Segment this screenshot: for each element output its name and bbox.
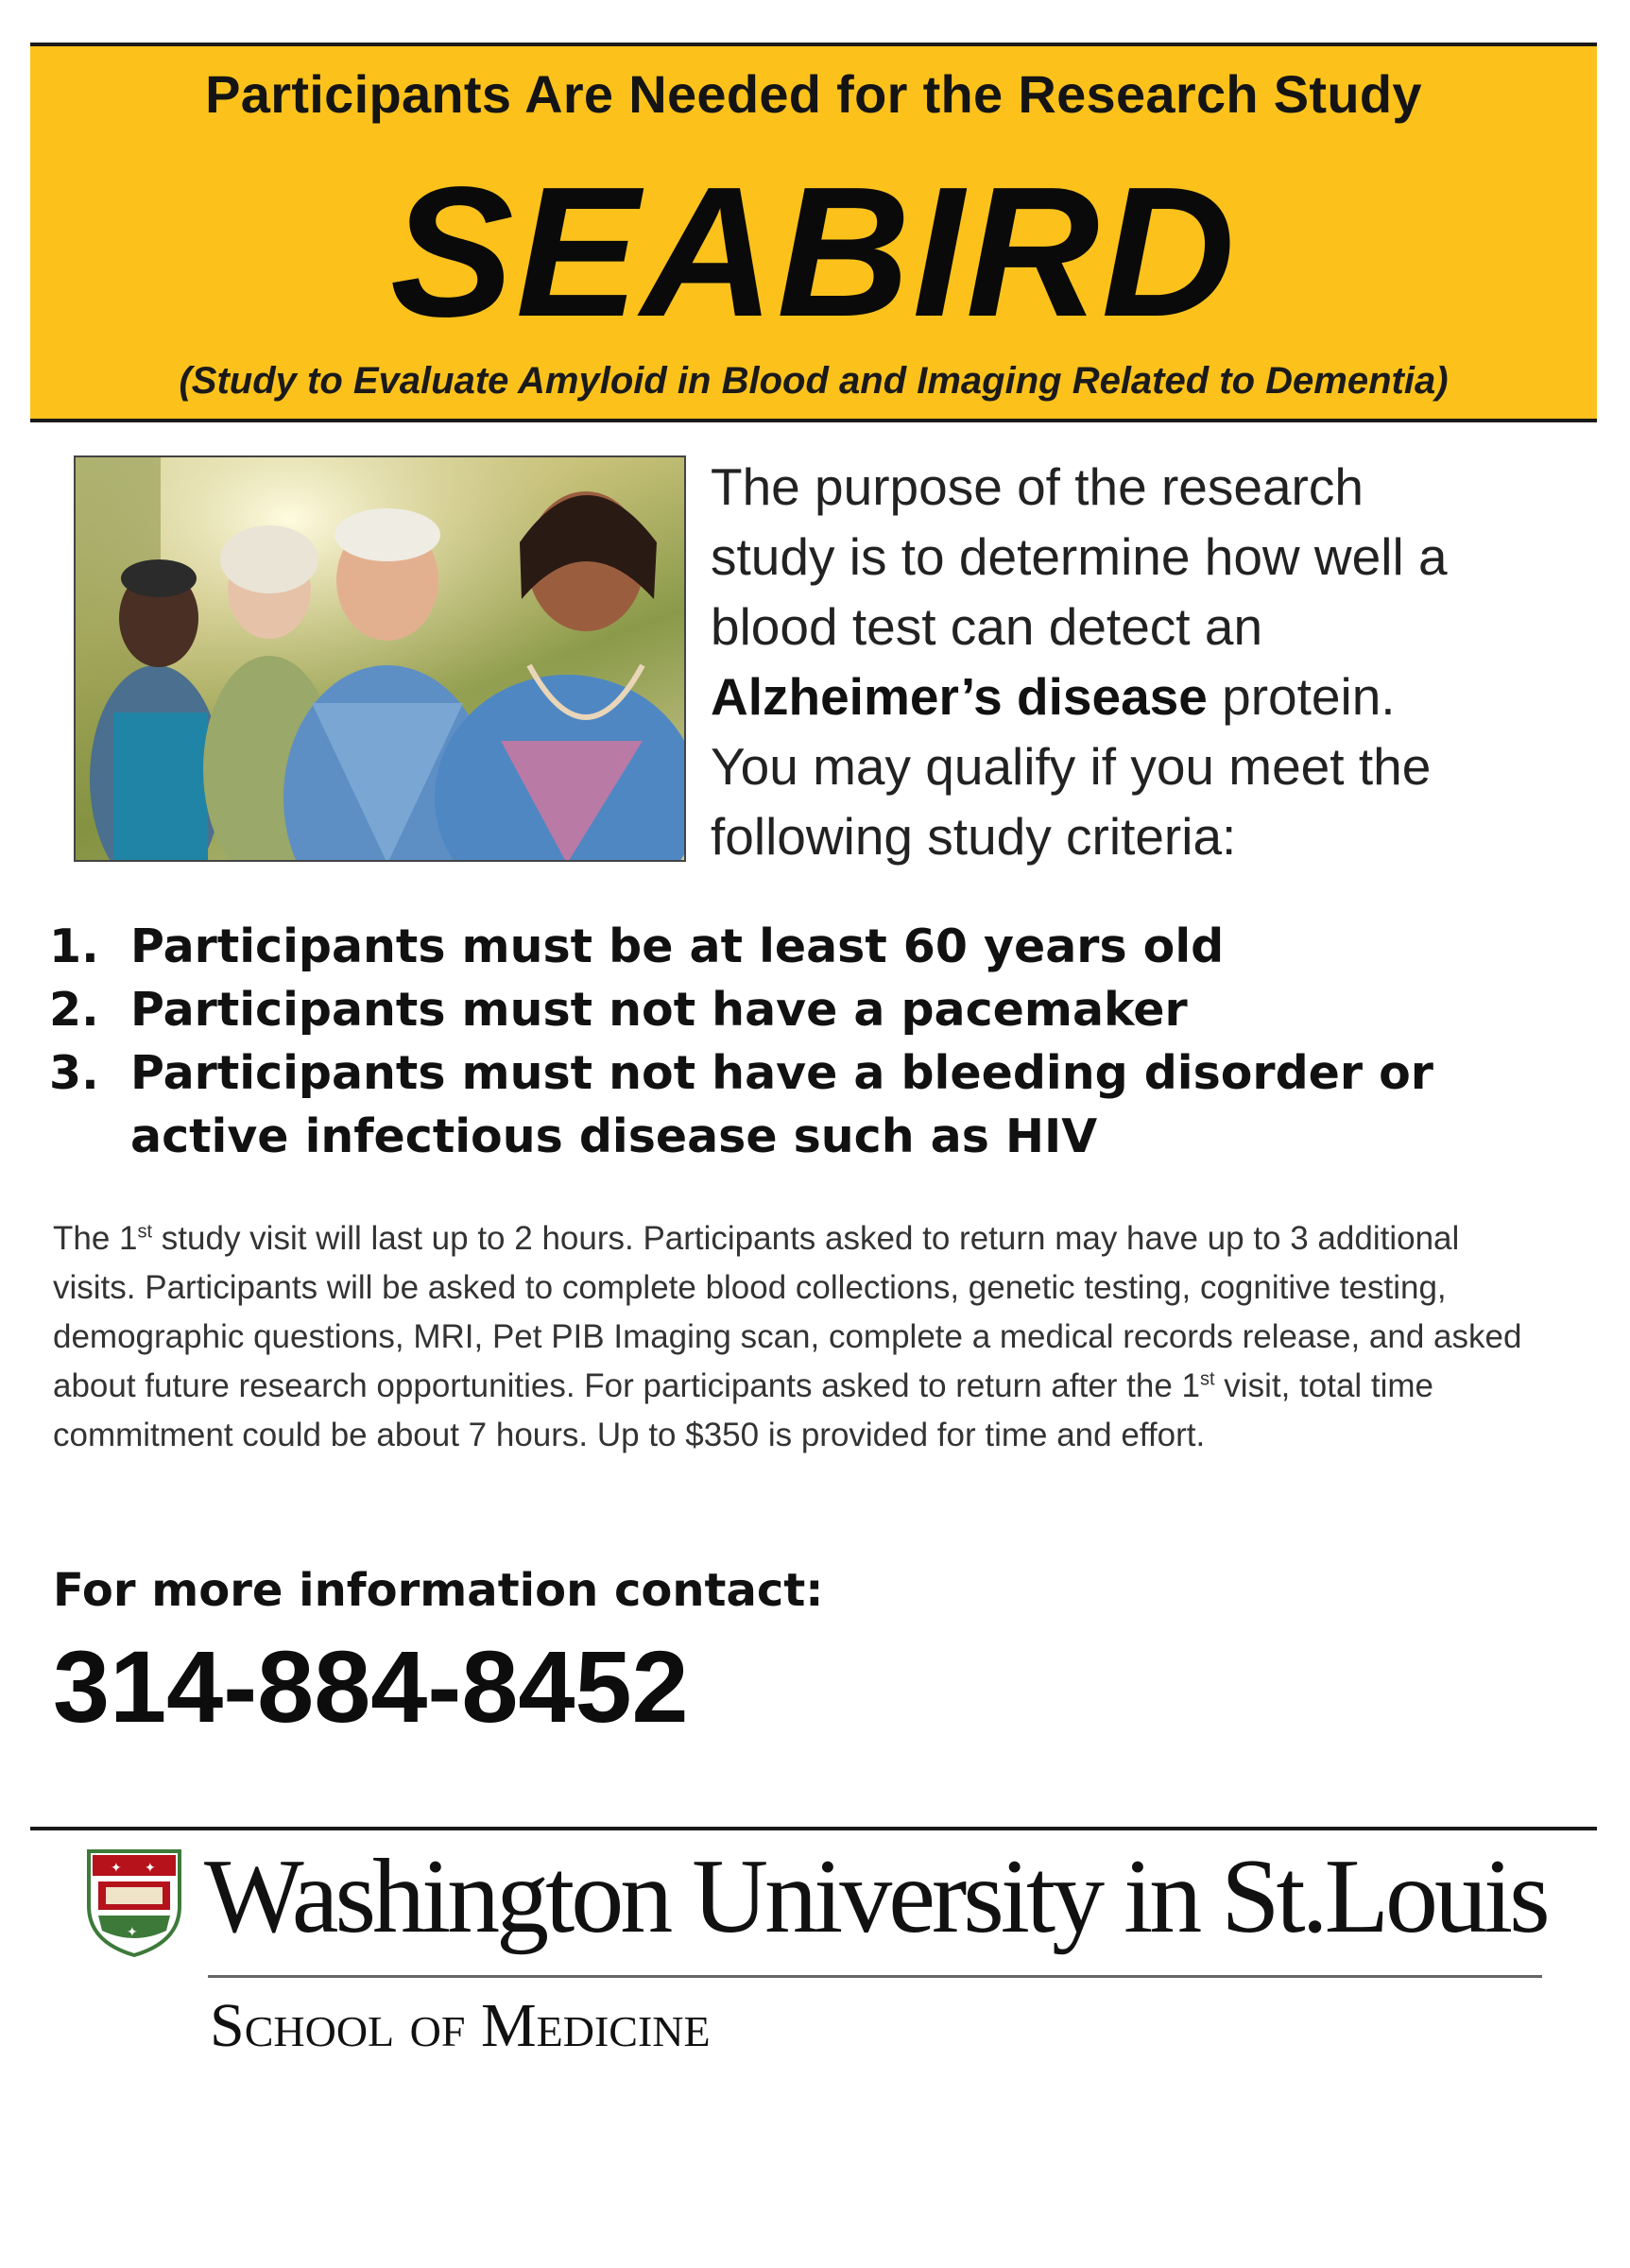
contact-label: For more information contact: [53, 1564, 824, 1617]
criteria-text: Participants must be at least 60 years old [130, 919, 1225, 973]
logo-divider [208, 1975, 1542, 1978]
contact-phone-number: 314-884-8452 [53, 1629, 689, 1744]
ordinal-suffix: st [1200, 1368, 1215, 1390]
purpose-line: The purpose of the research [711, 457, 1364, 516]
study-full-name: (Study to Evaluate Amyloid in Blood and Imaging Related to Dementia) [179, 360, 1449, 402]
study-title: SEABIRD [389, 148, 1238, 355]
svg-text:✦: ✦ [127, 1925, 138, 1940]
study-purpose [711, 452, 1580, 871]
recruitment-heading: Participants Are Needed for the Research Study [205, 64, 1422, 124]
school-name: School of Medicine [210, 1991, 711, 2060]
svg-text:✦: ✦ [145, 1861, 156, 1876]
purpose-line: blood test can detect an [711, 597, 1263, 656]
footer-divider [30, 1827, 1597, 1830]
purpose-line: following study criteria: [711, 807, 1237, 866]
header-banner [30, 43, 1597, 422]
criteria-number: 1. [49, 919, 99, 973]
details-text: The 1 [53, 1220, 138, 1257]
participants-photo [74, 455, 686, 862]
ordinal-suffix: st [137, 1221, 153, 1243]
university-crest-icon [85, 1847, 183, 1959]
svg-text:✦: ✦ [111, 1861, 122, 1876]
purpose-line: study is to determine how well a [711, 527, 1448, 586]
purpose-line-rest: protein. [1207, 667, 1396, 726]
study-visit-details [53, 1214, 1527, 1460]
criteria-text: Participants must not have a pacemaker [130, 983, 1188, 1037]
criteria-item [49, 1041, 1599, 1168]
details-text: visit, total time commitment could be about 7 hours. Up to $350 is provided for time and effort. [53, 1367, 1434, 1453]
purpose-line [711, 662, 1580, 731]
criteria-text: Participants must not have a bleeding disorder or active infectious disease such as HIV [130, 1046, 1433, 1163]
purpose-line: You may qualify if you meet the [711, 737, 1432, 796]
group-of-seniors-image [76, 457, 686, 862]
criteria-number: 2. [49, 983, 99, 1037]
details-text: study visit will last up to 2 hours. Participants asked to return may have up to 3 additional visits. Participants will be asked to complete blood collections, genetic testing, cognitive testing, demographic questions, MRI, Pet PIB Imaging scan, complete a medical records release, and asked about future research opportunities. For participants asked to return after the 1 [53, 1220, 1522, 1404]
university-name: Washington University in St.Louis [204, 1838, 1547, 1955]
eligibility-criteria-list [49, 915, 1599, 1168]
criteria-item [49, 915, 1599, 978]
disease-name: Alzheimer’s disease [711, 667, 1208, 726]
criteria-number: 3. [49, 1046, 99, 1100]
criteria-item [49, 978, 1599, 1041]
